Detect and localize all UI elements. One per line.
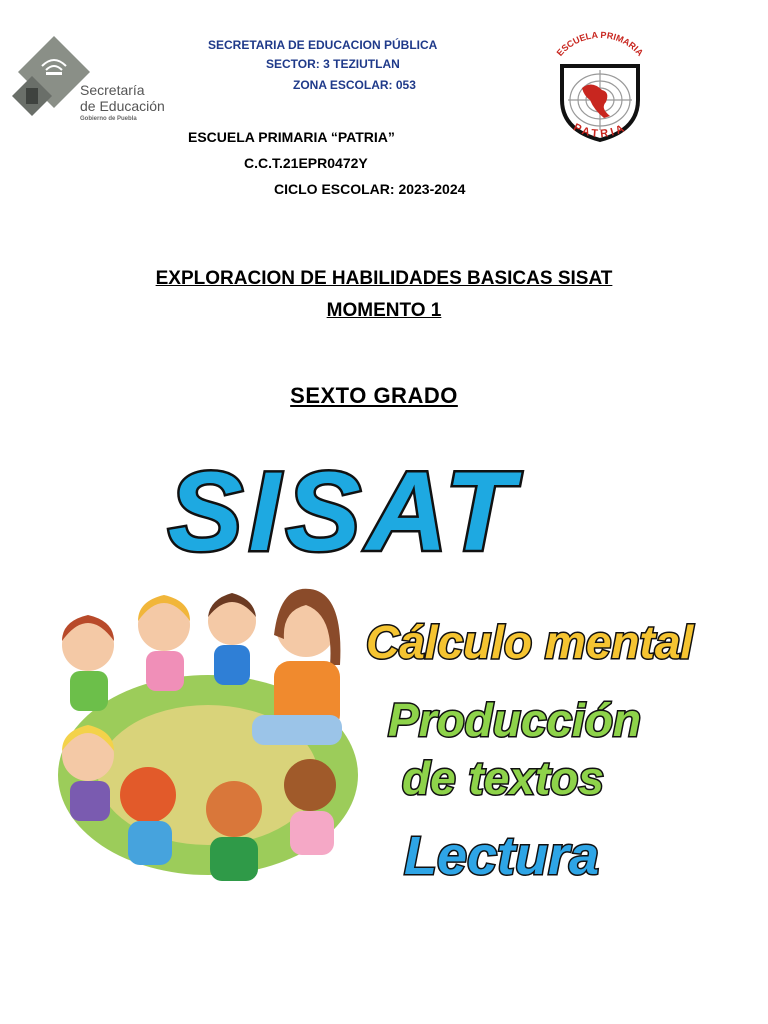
document-title: EXPLORACION DE HABILIDADES BASICAS SISAT xyxy=(155,268,613,289)
school-logo-text xyxy=(540,30,660,150)
sisat-illustration xyxy=(48,449,694,905)
header-zona: ZONA ESCOLAR: 053 xyxy=(293,78,416,92)
sisat-banner: SISAT xyxy=(168,449,520,574)
grade-heading: SEXTO GRADO xyxy=(290,383,458,408)
school-logo-bottom-text: PATRIA xyxy=(571,121,629,141)
school-name: ESCUELA PRIMARIA “PATRIA” xyxy=(188,129,395,145)
svg-text:ESCUELA PRIMARIA xyxy=(555,30,646,58)
header-sector: SECTOR: 3 TEZIUTLAN xyxy=(266,57,400,71)
school-logo-top-text: ESCUELA PRIMARIA xyxy=(554,30,646,58)
sep-logo-text-3: Gobierno de Puebla xyxy=(80,116,137,122)
sep-logo xyxy=(12,36,172,126)
skill-lectura: Lectura xyxy=(404,826,600,886)
skill-calculo: Cálculo mental xyxy=(366,616,694,668)
document-subtitle: MOMENTO 1 xyxy=(326,300,442,321)
school-logo xyxy=(540,30,660,150)
svg-text:PATRIA xyxy=(571,121,629,140)
skill-textos: de textos xyxy=(402,752,604,804)
school-cct: C.C.T.21EPR0472Y xyxy=(244,155,368,171)
children-circle-icon xyxy=(48,575,368,905)
skill-produccion: Producción xyxy=(388,694,642,746)
sep-logo-text-1: Secretaría xyxy=(80,82,145,98)
school-cycle: CICLO ESCOLAR: 2023-2024 xyxy=(274,181,466,197)
sep-logo-text-2: de Educación xyxy=(80,98,165,114)
header-secretaria: SECRETARIA DE EDUCACION PÚBLICA xyxy=(208,38,438,52)
